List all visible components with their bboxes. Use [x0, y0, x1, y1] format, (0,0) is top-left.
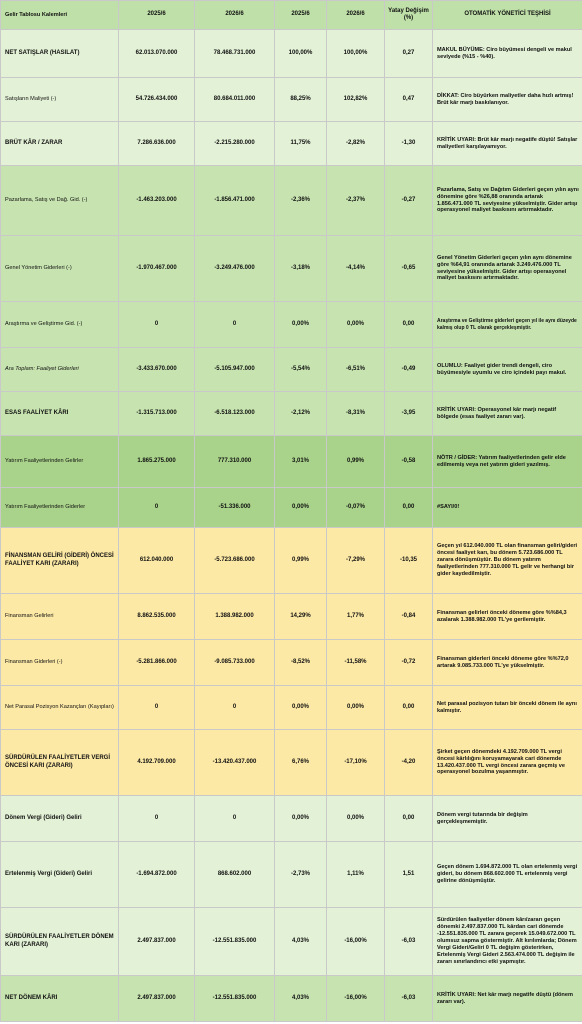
ratio-2025: 0,00%	[275, 796, 327, 842]
ratio-2026: -6,51%	[327, 348, 385, 392]
row-label: SÜRDÜRÜLEN FAALİYETLER DÖNEM KARI (ZARARI)	[1, 908, 119, 976]
diagnosis-text: #SAYI/0!	[433, 488, 582, 528]
diagnosis-text: OLUMLU: Faaliyet gider trendi dengeli, ciro büyümesiyle uyumlu ve ciro içindeki payı makul.	[433, 348, 582, 392]
table-row	[1, 976, 582, 1022]
diagnosis-text: MAKUL BÜYÜME: Ciro büyümesi dengeli ve makul seviyede (%15 - %40).	[433, 30, 582, 78]
table-row	[1, 302, 582, 348]
value-2025: 4.192.709.000	[119, 730, 195, 796]
horizontal-change: -3,95	[385, 392, 433, 436]
ratio-2026: -2,82%	[327, 122, 385, 166]
value-2025: 54.726.434.000	[119, 78, 195, 122]
ratio-2026: -2,37%	[327, 166, 385, 236]
table-row	[1, 166, 582, 236]
row-label: Ara Toplam: Faaliyet Giderleri	[1, 348, 119, 392]
table-row	[1, 640, 582, 686]
header-2025-ratio: 2025/6	[275, 1, 327, 30]
value-2025: -1.970.467.000	[119, 236, 195, 302]
table-row	[1, 842, 582, 908]
table-row	[1, 796, 582, 842]
ratio-2026: 0,00%	[327, 302, 385, 348]
ratio-2026: -17,10%	[327, 730, 385, 796]
value-2025: -5.281.866.000	[119, 640, 195, 686]
table-row	[1, 686, 582, 730]
value-2026: -2.215.280.000	[195, 122, 275, 166]
ratio-2025: 0,00%	[275, 302, 327, 348]
diagnosis-text: NÖTR / GİDER: Yatırım faaliyetlerinden gelir elde edilmemiş veya net yatırım gideri yazılmış.	[433, 436, 582, 488]
ratio-2025: 0,99%	[275, 528, 327, 594]
value-2026: -1.856.471.000	[195, 166, 275, 236]
horizontal-change: 0,47	[385, 78, 433, 122]
ratio-2025: 6,76%	[275, 730, 327, 796]
header-row	[1, 1, 582, 30]
ratio-2026: 0,00%	[327, 796, 385, 842]
ratio-2026: 100,00%	[327, 30, 385, 78]
value-2026: -5.105.947.000	[195, 348, 275, 392]
diagnosis-text: Geçen yıl 612.040.000 TL olan finansman geliri/gideri öncesi faaliyet karı, bu dönem 5.723.686.000 TL zarara dönüşmüştür. Bu dönem yatırım faaliyetlerinden 777.310.000 TL gelir ve herhangi bir gider kaydedilmiştir.	[433, 528, 582, 594]
table-row	[1, 236, 582, 302]
value-2025: 0	[119, 302, 195, 348]
value-2025: 0	[119, 488, 195, 528]
value-2026: -12.551.835.000	[195, 908, 275, 976]
value-2026: 777.310.000	[195, 436, 275, 488]
diagnosis-text: Şirket geçen dönemdeki 4.192.709.000 TL vergi öncesi kârlılığını koruyamayarak cari dönemde 13.420.437.000 TL vergi öncesi zarara geçmiş ve operasyonel bozulma yaşanmıştır.	[433, 730, 582, 796]
ratio-2025: -3,18%	[275, 236, 327, 302]
row-label: Finansman Gelirleri	[1, 594, 119, 640]
horizontal-change: -0,49	[385, 348, 433, 392]
ratio-2025: 4,03%	[275, 976, 327, 1022]
horizontal-change: 0,00	[385, 302, 433, 348]
row-label: NET DÖNEM KÂRI	[1, 976, 119, 1022]
ratio-2026: -16,00%	[327, 976, 385, 1022]
horizontal-change: -6,03	[385, 976, 433, 1022]
value-2025: -1.694.872.000	[119, 842, 195, 908]
header-diagnosis: OTOMATİK YÖNETİCİ TEŞHİSİ	[433, 1, 582, 30]
value-2026: -51.336.000	[195, 488, 275, 528]
row-label: BRÜT KÂR / ZARAR	[1, 122, 119, 166]
diagnosis-text: Geçen dönem 1.694.872.000 TL olan ertelenmiş vergi gideri, bu dönem 868.602.000 TL ertelenmiş vergi gelirine dönüşmüştür.	[433, 842, 582, 908]
horizontal-change: -0,58	[385, 436, 433, 488]
value-2025: -1.463.203.000	[119, 166, 195, 236]
ratio-2025: -8,52%	[275, 640, 327, 686]
diagnosis-text: Finansman gelirleri önceki döneme göre %%84,3 azalarak 1.388.982.000 TL'ye gerilemiştir.	[433, 594, 582, 640]
ratio-2026: -8,31%	[327, 392, 385, 436]
ratio-2026: 102,82%	[327, 78, 385, 122]
ratio-2025: 4,03%	[275, 908, 327, 976]
horizontal-change: 0,27	[385, 30, 433, 78]
value-2026: -12.551.835.000	[195, 976, 275, 1022]
value-2026: -6.518.123.000	[195, 392, 275, 436]
value-2025: 8.862.535.000	[119, 594, 195, 640]
header-horizontal-change: Yatay Değişim (%)	[385, 1, 433, 30]
ratio-2025: 0,00%	[275, 488, 327, 528]
diagnosis-text: Genel Yönetim Giderleri geçen yılın aynı dönemine göre %64,91 oranında artarak 3.249.476.000 TL seviyesine yükselmiştir. Gider artışı operasyonel maliyet baskısını artırmaktadır.	[433, 236, 582, 302]
table-row	[1, 908, 582, 976]
horizontal-change: 1,51	[385, 842, 433, 908]
row-label: ESAS FAALİYET KÂRI	[1, 392, 119, 436]
ratio-2026: 1,11%	[327, 842, 385, 908]
table-row	[1, 730, 582, 796]
horizontal-change: -6,03	[385, 908, 433, 976]
row-label: Finansman Giderleri (-)	[1, 640, 119, 686]
row-label: Pazarlama, Satış ve Dağ. Gid. (-)	[1, 166, 119, 236]
value-2025: 62.013.070.000	[119, 30, 195, 78]
header-label: Gelir Tablosu Kalemleri	[1, 1, 119, 30]
table-row	[1, 436, 582, 488]
horizontal-change: -4,20	[385, 730, 433, 796]
value-2026: 0	[195, 796, 275, 842]
ratio-2025: 0,00%	[275, 686, 327, 730]
diagnosis-text: DİKKAT: Ciro büyürken maliyetler daha hızlı artmış! Brüt kâr marjı baskılanıyor.	[433, 78, 582, 122]
ratio-2025: -2,12%	[275, 392, 327, 436]
row-label: Yatırım Faaliyetlerinden Gelirler	[1, 436, 119, 488]
value-2026: -13.420.437.000	[195, 730, 275, 796]
value-2025: 612.040.000	[119, 528, 195, 594]
horizontal-change: 0,00	[385, 796, 433, 842]
header-2025-value: 2025/6	[119, 1, 195, 30]
table-row	[1, 528, 582, 594]
row-label: Genel Yönetim Giderleri (-)	[1, 236, 119, 302]
ratio-2026: 0,99%	[327, 436, 385, 488]
horizontal-change: 0,00	[385, 686, 433, 730]
diagnosis-text: Pazarlama, Satış ve Dağıtım Giderleri geçen yılın aynı dönemine göre %26,88 oranında artarak 1.856.471.000 TL seviyesine yükselmiştir. Gider artışı operasyonel maliyet baskısını artırmaktadır.	[433, 166, 582, 236]
value-2025: -1.315.713.000	[119, 392, 195, 436]
value-2026: -5.723.686.000	[195, 528, 275, 594]
row-label: Net Parasal Pozisyon Kazançları (Kayıpları)	[1, 686, 119, 730]
diagnosis-text: KRİTİK UYARI: Operasyonel kâr marjı negatif bölgede (esas faaliyet zararı var).	[433, 392, 582, 436]
row-label: Yatırım Faaliyetlerinden Giderler	[1, 488, 119, 528]
row-label: SÜRDÜRÜLEN FAALİYETLER VERGİ ÖNCESİ KARI (ZARARI)	[1, 730, 119, 796]
table-row	[1, 122, 582, 166]
horizontal-change: 0,00	[385, 488, 433, 528]
horizontal-change: -1,30	[385, 122, 433, 166]
value-2025: 7.286.636.000	[119, 122, 195, 166]
value-2026: -9.085.733.000	[195, 640, 275, 686]
value-2026: 78.468.731.000	[195, 30, 275, 78]
table-row	[1, 348, 582, 392]
table-row	[1, 594, 582, 640]
value-2026: 0	[195, 302, 275, 348]
ratio-2026: 0,00%	[327, 686, 385, 730]
ratio-2025: 3,01%	[275, 436, 327, 488]
value-2025: 1.865.275.000	[119, 436, 195, 488]
ratio-2026: 1,77%	[327, 594, 385, 640]
ratio-2026: -16,00%	[327, 908, 385, 976]
row-label: NET SATIŞLAR (HASILAT)	[1, 30, 119, 78]
ratio-2026: -7,29%	[327, 528, 385, 594]
value-2025: 2.497.837.000	[119, 976, 195, 1022]
ratio-2025: 11,75%	[275, 122, 327, 166]
ratio-2026: -0,07%	[327, 488, 385, 528]
horizontal-change: -0,27	[385, 166, 433, 236]
table-row	[1, 392, 582, 436]
row-label: Araştırma ve Geliştirme Gid. (-)	[1, 302, 119, 348]
diagnosis-text: KRİTİK UYARI: Net kâr marjı negatife düştü (dönem zararı var).	[433, 976, 582, 1022]
value-2026: 0	[195, 686, 275, 730]
diagnosis-text: Dönem vergi tutarında bir değişim gerçekleşmemiştir.	[433, 796, 582, 842]
horizontal-change: -10,35	[385, 528, 433, 594]
ratio-2026: -11,58%	[327, 640, 385, 686]
ratio-2025: 88,25%	[275, 78, 327, 122]
header-2026-ratio: 2026/6	[327, 1, 385, 30]
header-2026-value: 2026/6	[195, 1, 275, 30]
diagnosis-text: Sürdürülen faaliyetler dönem kârı/zararı geçen dönemki 2.497.837.000 TL kârdan cari dönemde -12.551.835.000 TL zarara geçerek 15.049.672.000 TL olumsuz sapma göstermiştir. Alt kırılımlarda; Dönem Vergi Gideri/Geliri 0 TL değişim gösterirken, Ertelenmiş Vergi Gideri 2.563.474.000 TL değişim ile zararı sınırlandırıcı etki yapmıştır.	[433, 908, 582, 976]
horizontal-change: -0,84	[385, 594, 433, 640]
ratio-2025: 100,00%	[275, 30, 327, 78]
value-2026: 1.388.982.000	[195, 594, 275, 640]
row-label: Ertelenmiş Vergi (Gideri) Geliri	[1, 842, 119, 908]
table-row	[1, 488, 582, 528]
diagnosis-text: KRİTİK UYARI: Brüt kâr marjı negatife düştü! Satışlar maliyetleri karşılayamıyor.	[433, 122, 582, 166]
table-row	[1, 78, 582, 122]
table-row	[1, 30, 582, 78]
row-label: Satışların Maliyeti (-)	[1, 78, 119, 122]
ratio-2025: -2,36%	[275, 166, 327, 236]
row-label: FİNANSMAN GELİRİ (GİDERİ) ÖNCESİ FAALİYET KARI (ZARARI)	[1, 528, 119, 594]
diagnosis-text: Net parasal pozisyon tutarı bir önceki dönem ile aynı kalmıştır.	[433, 686, 582, 730]
row-label: Dönem Vergi (Gideri) Geliri	[1, 796, 119, 842]
horizontal-change: -0,72	[385, 640, 433, 686]
ratio-2025: 14,29%	[275, 594, 327, 640]
ratio-2026: -4,14%	[327, 236, 385, 302]
value-2025: 0	[119, 796, 195, 842]
value-2026: -3.249.476.000	[195, 236, 275, 302]
ratio-2025: -2,73%	[275, 842, 327, 908]
horizontal-change: -0,65	[385, 236, 433, 302]
value-2025: 2.497.837.000	[119, 908, 195, 976]
ratio-2025: -5,54%	[275, 348, 327, 392]
value-2025: -3.433.670.000	[119, 348, 195, 392]
diagnosis-text: Finansman giderleri önceki döneme göre %%72,0 artarak 9.085.733.000 TL'ye yükselmiştir.	[433, 640, 582, 686]
value-2025: 0	[119, 686, 195, 730]
value-2026: 80.684.011.000	[195, 78, 275, 122]
value-2026: 868.602.000	[195, 842, 275, 908]
diagnosis-text: Araştırma ve Geliştirme giderleri geçen yıl ile aynı düzeyde kalmış olup 0 TL olarak gerçekleşmiştir.	[433, 302, 582, 348]
